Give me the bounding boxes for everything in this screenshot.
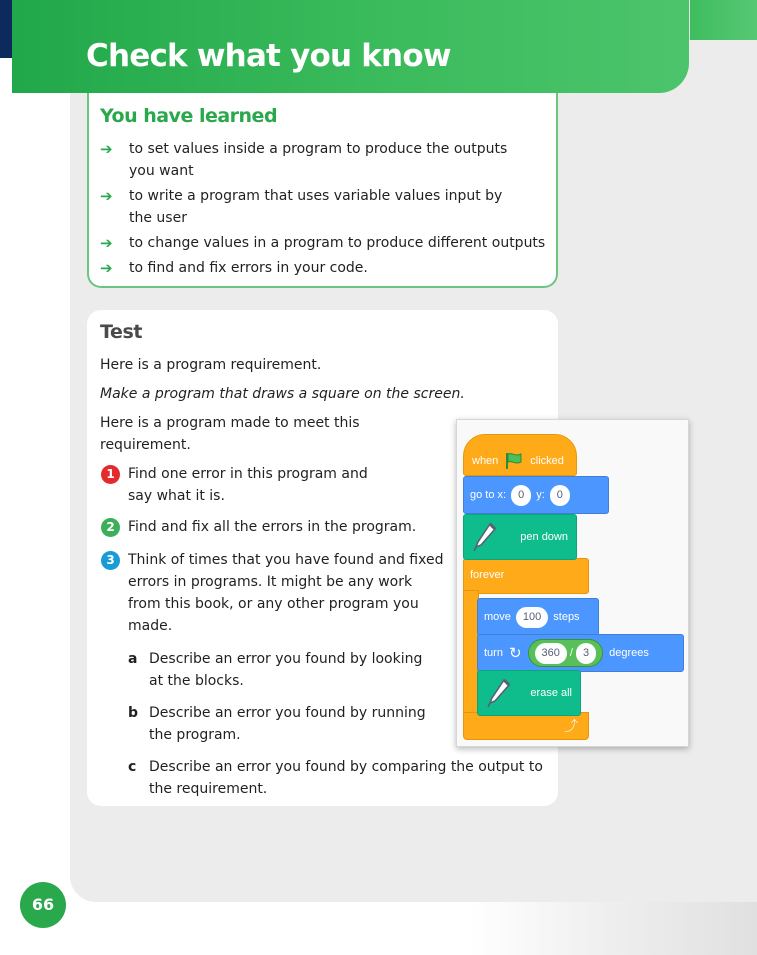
move-steps-field[interactable]: 100 bbox=[516, 607, 548, 628]
sub-question-a-line2: at the blocks. bbox=[149, 673, 244, 689]
sub-question-a-line1: Describe an error you found by looking bbox=[149, 651, 423, 667]
list-item: ➔ to set values inside a program to produce the outputs you want bbox=[100, 140, 508, 179]
divide-right-field[interactable]: 3 bbox=[576, 643, 596, 664]
arrow-right-icon: ➔ bbox=[100, 234, 113, 252]
sub-question-c-line2: the requirement. bbox=[149, 781, 268, 797]
pen-icon bbox=[486, 677, 512, 709]
test-intro: Here is a program requirement. bbox=[100, 357, 322, 373]
when-flag-clicked-block: when clicked bbox=[463, 434, 577, 476]
move-steps-block: move 100 steps bbox=[477, 598, 599, 636]
learned-list bbox=[100, 138, 550, 282]
header-band-edge bbox=[690, 0, 757, 40]
question-1-line1: Find one error in this program and bbox=[128, 466, 368, 482]
sub-question-b-line2: the program. bbox=[149, 727, 241, 743]
arrow-right-icon: ➔ bbox=[100, 187, 113, 205]
rotate-right-icon: ↻ bbox=[508, 645, 522, 662]
page-title: Check what you know bbox=[86, 38, 451, 74]
forever-block: forever bbox=[463, 558, 589, 594]
question-number-1: 1 bbox=[101, 465, 120, 484]
question-3-line1: Think of times that you have found and fixed bbox=[128, 552, 444, 568]
green-flag-icon bbox=[504, 452, 524, 470]
page-number: 66 bbox=[20, 882, 66, 928]
arrow-right-icon: ➔ bbox=[100, 140, 113, 158]
question-1-line2: say what it is. bbox=[128, 488, 225, 504]
forever-block-bottom bbox=[463, 712, 589, 740]
divide-operator: 360 / 3 bbox=[528, 639, 604, 667]
pen-down-block: pen down bbox=[463, 514, 577, 560]
divide-left-field[interactable]: 360 bbox=[535, 643, 567, 664]
sub-question-letter-c: c bbox=[128, 759, 137, 775]
turn-degrees-block: turn ↻ 360 / 3 degrees bbox=[477, 634, 684, 672]
arrow-right-icon: ➔ bbox=[100, 259, 113, 277]
sub-question-letter-a: a bbox=[128, 651, 138, 667]
sub-question-b-line1: Describe an error you found by running bbox=[149, 705, 426, 721]
test-made-line2: requirement. bbox=[100, 437, 191, 453]
test-made-line1: Here is a program made to meet this bbox=[100, 415, 360, 431]
question-number-2: 2 bbox=[101, 518, 120, 537]
test-title: Test bbox=[100, 321, 143, 343]
question-2-line1: Find and fix all the errors in the program. bbox=[128, 519, 417, 535]
header-notch bbox=[690, 40, 757, 100]
pen-icon bbox=[472, 521, 498, 553]
question-number-3: 3 bbox=[101, 551, 120, 570]
question-3-line4: made. bbox=[128, 618, 173, 634]
navy-tab bbox=[0, 0, 12, 58]
list-item: ➔ to write a program that uses variable values input by the user bbox=[100, 187, 503, 226]
learned-title: You have learned bbox=[100, 105, 278, 127]
question-3-line2: errors in programs. It might be any work bbox=[128, 574, 413, 590]
loop-arrow-icon: ⤴ bbox=[564, 718, 578, 734]
go-to-xy-block: go to x: 0 y: 0 bbox=[463, 476, 609, 514]
list-item: ➔ to change values in a program to produce different outputs bbox=[100, 234, 546, 252]
sub-question-c-line1: Describe an error you found by comparing the output to bbox=[149, 759, 543, 775]
test-requirement: Make a program that draws a square on the screen. bbox=[100, 386, 465, 402]
code-blocks-image bbox=[456, 419, 689, 747]
erase-all-block: erase all bbox=[477, 670, 581, 716]
y-value-field[interactable]: 0 bbox=[550, 485, 570, 506]
sub-question-letter-b: b bbox=[128, 705, 139, 721]
question-3-line3: from this book, or any other program you bbox=[128, 596, 419, 612]
list-item: ➔ to find and fix errors in your code. bbox=[100, 259, 368, 277]
x-value-field[interactable]: 0 bbox=[511, 485, 531, 506]
